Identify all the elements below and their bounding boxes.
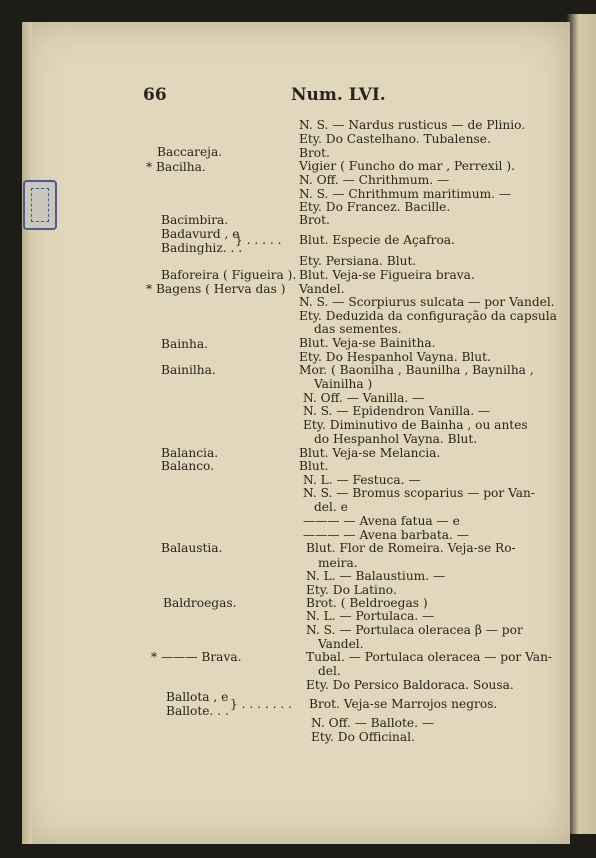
library-stamp	[23, 180, 57, 230]
adjacent-page-edge	[567, 14, 596, 834]
definition-line: N. S. — Nardus rusticus — de Plinio.	[299, 118, 526, 132]
definition-line: ——— — Avena barbata. —	[303, 528, 469, 542]
definition-line: Blut. Especie de Açafroa.	[299, 233, 455, 247]
headword: * Bagens ( Herva das )	[146, 282, 286, 296]
leader-dots: } . . . . .	[235, 233, 282, 247]
leader-dots: } . . . . . . .	[230, 697, 292, 711]
definition-line: Tubal. — Portulaca oleracea — por Van-	[306, 650, 553, 664]
page-title: Num. LVI.	[291, 85, 386, 105]
headword: Balancia.	[161, 446, 219, 460]
definition-line: del.	[318, 664, 341, 678]
headword: Baforeira ( Figueira ).	[161, 268, 297, 282]
definition-line: Blut.	[299, 459, 329, 473]
definition-line: Blut. Veja-se Figueira brava.	[299, 268, 475, 282]
definition-line: Blut. Veja-se Melancia.	[299, 446, 441, 460]
headword: Balaustia.	[161, 541, 223, 555]
definition-line: Brot.	[299, 213, 330, 227]
headword: Badinghiz. . .	[161, 241, 243, 255]
headword: Bacimbira.	[161, 213, 229, 227]
definition-line: Vandel.	[299, 282, 345, 296]
definition-line: N. Off. — Ballote. —	[311, 716, 435, 730]
definition-line: Ety. Persiana. Blut.	[299, 254, 417, 268]
headword: * Bacilha.	[146, 160, 206, 174]
definition-line: N. Off. — Chrithmum. —	[299, 173, 450, 187]
definition-line: Ety. Do Francez. Bacille.	[299, 200, 451, 214]
page-number: 66	[143, 85, 167, 105]
definition-line: Blut. Flor de Romeira. Veja-se Ro-	[306, 541, 516, 555]
definition-line: Mor. ( Baonilha , Baunilha , Baynilha ,	[299, 363, 534, 377]
definition-line: N. S. — Portulaca oleracea β — por	[306, 623, 523, 637]
definition-line: Blut. Veja-se Bainitha.	[299, 336, 436, 350]
definition-line: N. L. — Balaustium. —	[306, 569, 446, 583]
definition-line: Brot. Veja-se Marrojos negros.	[309, 697, 498, 711]
definition-line: N. L. — Portulaca. —	[306, 609, 435, 623]
definition-line: del. e	[314, 500, 348, 514]
headword: Baccareja.	[157, 145, 223, 159]
definition-line: Vandel.	[318, 637, 364, 651]
definition-line: N. Off. — Vanilla. —	[303, 391, 425, 405]
definition-line: N. S. — Bromus scoparius — por Van-	[303, 486, 536, 500]
definition-line: das sementes.	[314, 322, 402, 336]
headword: Bainha.	[161, 337, 208, 351]
headword: * ——— Brava.	[151, 650, 242, 664]
definition-line: Ety. Do Officinal.	[311, 730, 415, 744]
definition-line: N. S. — Scorpiurus sulcata — por Vandel.	[299, 295, 555, 309]
headword: Balanco.	[161, 459, 215, 473]
definition-line: Brot. ( Beldroegas )	[306, 596, 428, 610]
definition-line: Ety. Do Hespanhol Vayna. Blut.	[299, 350, 491, 364]
headword: Ballota , e	[166, 690, 229, 704]
headword: Badavurd , e	[161, 227, 240, 241]
definition-line: meira.	[318, 556, 358, 570]
definition-line: do Hespanhol Vayna. Blut.	[314, 432, 478, 446]
headword: Bainilha.	[161, 363, 216, 377]
definition-line: Ety. Do Latino.	[306, 583, 397, 597]
headword: Baldroegas.	[163, 596, 237, 610]
definition-line: N. S. — Chrithmum maritimum. —	[299, 187, 512, 201]
definition-line: N. S. — Epidendron Vanilla. —	[303, 404, 491, 418]
definition-line: Ety. Do Castelhano. Tubalense.	[299, 132, 491, 146]
page-gutter	[22, 22, 32, 844]
definition-line: Brot.	[299, 146, 330, 160]
definition-line: Ety. Do Persico Baldoraca. Sousa.	[306, 678, 514, 692]
definition-line: Ety. Diminutivo de Bainha , ou antes	[303, 418, 528, 432]
headword: Ballote. . .	[166, 704, 229, 718]
definition-line: N. L. — Festuca. —	[303, 473, 421, 487]
definition-line: Vigier ( Funcho do mar , Perrexil ).	[299, 159, 515, 173]
definition-line: Ety. Deduzida da configuração da capsula	[299, 309, 557, 323]
definition-line: ——— — Avena fatua — e	[303, 514, 460, 528]
definition-line: Vainilha )	[314, 377, 373, 391]
